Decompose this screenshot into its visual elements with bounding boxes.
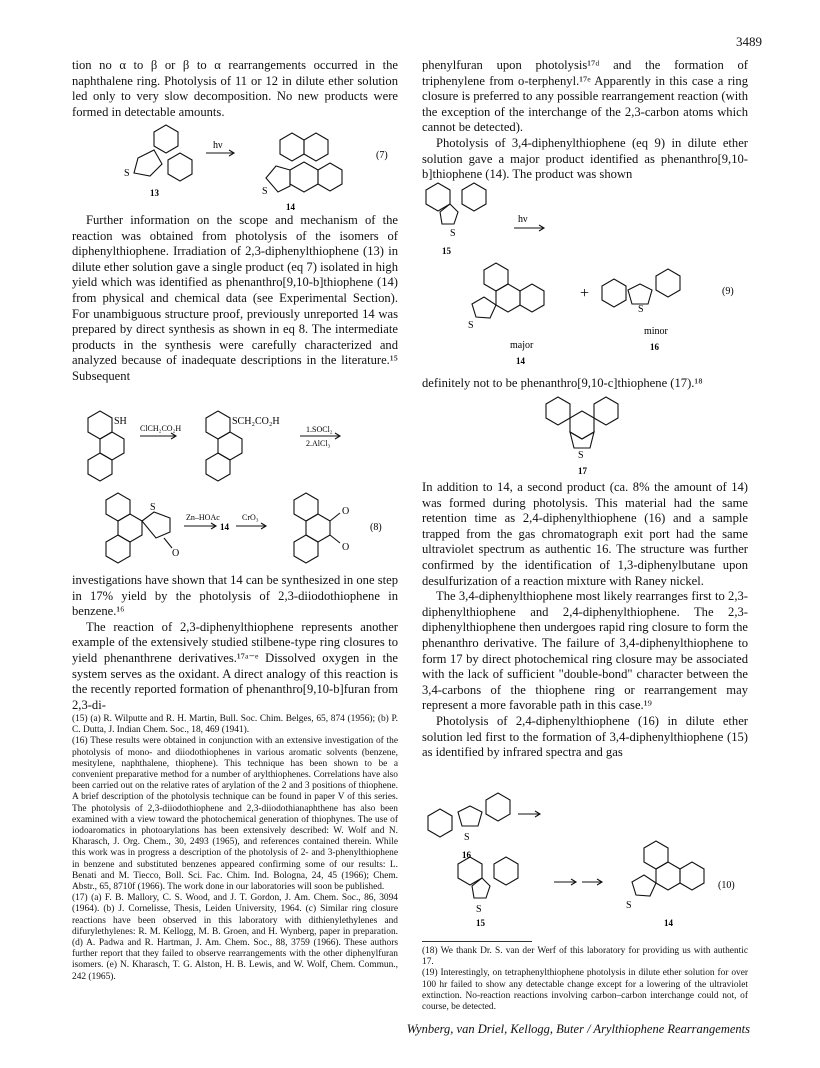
page-number: 3489 xyxy=(736,34,762,49)
major-label: major xyxy=(510,340,534,351)
footnote-18: (18) We thank Dr. S. van der Werf of this laboratory for providing us with authentic 17. xyxy=(422,946,748,968)
sulfur-label-15: S xyxy=(450,228,456,239)
compound-14-label: 14 xyxy=(286,202,295,212)
compound-14-label-eq9: 14 xyxy=(516,356,525,366)
scheme-eq10 xyxy=(424,788,750,928)
left-paragraph-2: Further information on the scope and mechanism of the reaction was obtained from photolysis of the isomers of diphenylthiophene. Irradiation of 2,3-diphenylthiophene (13) in dilute ether solution gave a single product (eq 7) isolated in high yield which was identified as phenanthro[9,10-b]thiophene (14) from physical and chemical data (see Experimental Section). For unambiguous structure proof, previously unreported 14 was prepared by direct synthesis as shown in eq 8. The intermediate products in the synthesis were carefully characterized and analyzed because of inadequate descriptions in the literature.¹⁵ Subsequent xyxy=(72,213,398,383)
oxygen-label-quinone-1: O xyxy=(342,506,350,517)
scheme-eq9 xyxy=(424,178,750,378)
reagent-alcl3: 2.AlCl₃ xyxy=(306,439,331,448)
equation-7-number: (7) xyxy=(376,150,388,161)
left-column xyxy=(72,58,398,120)
sulfur-label-16-eq10: S xyxy=(464,832,470,843)
right-paragraph-4: In addition to 14, a second product (ca. 8% the amount of 14) was formed during photolysis. This material had the same retention time as 2,4-diphenylthiophene (16) and a sample trapped from the gas chromatograph exit port had the same ultraviolet spectrum as authentic 16. The structure was further confirmed by the identification of 1,3-diphenylbutane upon desulfurization of a reaction mixture with Raney nickel. xyxy=(422,480,748,588)
hv-label-eq7: hν xyxy=(213,140,223,151)
scheme-eq7 xyxy=(110,118,400,213)
left-footnotes xyxy=(72,714,398,983)
right-column-part-3 xyxy=(422,480,748,761)
minor-label: minor xyxy=(644,326,668,337)
right-paragraph-1: phenylfuran upon photolysis¹⁷ᵈ and the formation of triphenylene from o-terphenyl.¹⁷ᵉ Apparently in this case a ring closure is preferred to any possible rearrangement reaction (with the exception of the interchange of the 2,3-carbon atoms which cannot be detected). xyxy=(422,58,748,135)
compound-17-label: 17 xyxy=(578,466,587,476)
compound-15-label-eq10: 15 xyxy=(476,918,485,928)
scheme-eq8 xyxy=(76,400,402,570)
right-paragraph-6: Photolysis of 2,4-diphenylthiophene (16) in dilute ether solution led first to the formation of 3,4-diphenylthiophene (15) as identified by infrared spectra and gas xyxy=(422,713,748,760)
compound-14-label-eq8: 14 xyxy=(220,522,229,532)
footnote-15: (15) (a) R. Wilputte and R. H. Martin, Bull. Soc. Chim. Belges, 65, 874 (1956); (b) P. C. Dutta, J. Indian Chem. Soc., 18, 469 (1941). xyxy=(72,714,398,736)
sulfur-label-14: S xyxy=(262,186,268,197)
sh-label: SH xyxy=(114,416,127,427)
sulfur-label-15-eq10: S xyxy=(476,904,482,915)
sulfur-label-14-eq10: S xyxy=(626,900,632,911)
sulfur-label-ketone: S xyxy=(150,502,156,513)
oxygen-label-ketone: O xyxy=(172,548,180,559)
plus-sign: + xyxy=(580,285,590,302)
equation-8-number: (8) xyxy=(370,522,382,533)
oxygen-label-quinone-2: O xyxy=(342,542,350,553)
sulfur-label-16: S xyxy=(638,304,644,315)
running-footer: Wynberg, van Driel, Kellogg, Buter / Arylthiophene Rearrangements xyxy=(406,1022,750,1036)
structure-17 xyxy=(540,394,630,476)
right-paragraph-2: Photolysis of 3,4-diphenylthiophene (eq 9) in dilute ether solution gave a major product identified as phenanthro[9,10-b]thiophene (14). The product was shown xyxy=(422,135,748,182)
footnote-17: (17) (a) F. B. Mallory, C. S. Wood, and J. T. Gordon, J. Am. Chem. Soc., 86, 3094 (1964). (b) J. Cornelisse, Thesis, Leiden University, 1964. (c) Similar ring closure reactions have been observed in this laboratory with dithienylethylenes and difurylethylenes: R. M. Kellogg, M. B. Groen, and H. Wynberg, paper in preparation. (d) A. Padwa and R. Hartman, J. Am. Chem. Soc., 88, 3759 (1966). These authors further report that they failed to observe rearrangements with the other diphenylfuran isomers. (e) N. Kharasch, T. G. Alston, H. B. Lewis, and W. Wolf, Chem. Commun., 242 (1965). xyxy=(72,893,398,982)
sulfur-label-13: S xyxy=(124,168,130,179)
left-column-part-3 xyxy=(72,573,398,713)
footnote-16: (16) These results were obtained in conjunction with an extensive investigation of the photolysis of mono- and diiodothiophenes in various aromatic solvents (benzene, mesitylene, naphthalene, thiophene). This technique has been shown to be a convenient preparative method for a number of arylthiophenes. Correlations have also been carried out on the relative rates of arylation of the 2 and 3 positions of thiophene. A brief description of the photolysis technique can be found in paper V of this series. The photolysis of 2,3-diiodothiophene and 2,3-diiodothianaphthene has also been examined with a view toward the photochemical generation of thiophynes. The use of iodoaromatics in photoarylations has been extensively described: W. Wolf and N. Kharasch, J. Org. Chem., 30, 2493 (1965), and references contained therein. While this work was in progress a description of the photolysis of 2- and 3-phenylthiophene in benzene and substituted benzenes appeared confirming some of our results: L. Benati and M. Tiecco, Boll. Sci. Fac. Chim. Ind. Bologna, 24, 45 (1966); Chem. Abstr., 65, 8710f (1966). The work done in our laboratories will soon be published. xyxy=(72,736,398,893)
compound-16-label: 16 xyxy=(650,342,659,352)
reagent-socl2: 1.SOCl₂ xyxy=(306,425,333,434)
reagent-cro3: CrO₃ xyxy=(242,513,259,522)
left-paragraph-3: investigations have shown that 14 can be synthesized in one step in 17% yield by the photolysis of 2,3-diiodothiophene in benzene.¹⁶ xyxy=(72,573,398,619)
compound-15-label: 15 xyxy=(442,246,451,256)
hv-label-eq9: hν xyxy=(518,214,528,225)
left-paragraph-4: The reaction of 2,3-diphenylthiophene represents another example of the extensively studied stilbene-type ring closures to yield phenanthrene derivatives.¹⁷ᵃ⁻ᵉ Dissolved oxygen in the system serves as the oxidant. A direct analogy of this reaction is the recently reported formation of phenanthro[9,10-b]furan from 2,3-di- xyxy=(72,619,398,712)
right-column-part-2 xyxy=(422,376,748,392)
left-column-part-2 xyxy=(72,213,398,385)
thioacetic-acid-label: SCH₂CO₂H xyxy=(232,416,280,427)
right-paragraph-5: The 3,4-diphenylthiophene most likely rearranges first to 2,3-diphenylthiophene and 2,4-diphenylthiophene. The 2,3-diphenylthiophene then undergoes rapid ring closure to form the phenanthro derivative. The failure of 3,4-diphenylthiophene to form 17 by direct photochemical ring closure may be associated with the lack of sufficient "double-bond" character between the 3,4-carbons of the thiophene ring or rearrangement may represent a more favorable path in this case.¹⁹ xyxy=(422,589,748,713)
compound-16-label-eq10: 16 xyxy=(462,850,471,860)
compound-13-label: 13 xyxy=(150,188,159,198)
equation-9-number: (9) xyxy=(722,286,734,297)
compound-14-label-eq10: 14 xyxy=(664,918,673,928)
sulfur-label-17: S xyxy=(578,450,584,461)
left-paragraph-1: tion no α to β or β to α rearrangements occurred in the naphthalene ring. Photolysis of 11 or 12 in dilute ether solution led only to very slow decomposition. No new products were formed in detectable amounts. xyxy=(72,58,398,119)
reagent-chloroacetic-acid: ClCH₂CO₂H xyxy=(140,424,182,433)
right-paragraph-3: definitely not to be phenanthro[9,10-c]thiophene (17).¹⁸ xyxy=(422,376,703,390)
footnote-19: (19) Interestingly, on tetraphenylthiophene photolysis in dilute ether solution for over 100 hr failed to show any detectable change except for a lowering of the ultraviolet extinction. No-reaction reactions involving carbon–carbon interchange could not, of course, be detected. xyxy=(422,968,748,1013)
reagent-zn-hoac: Zn–HOAc xyxy=(186,513,220,522)
footnote-rule xyxy=(422,941,532,942)
right-column xyxy=(422,58,748,183)
equation-10-number: (10) xyxy=(718,880,735,891)
right-footnotes xyxy=(422,946,748,1013)
sulfur-label-14-eq9: S xyxy=(468,320,474,331)
